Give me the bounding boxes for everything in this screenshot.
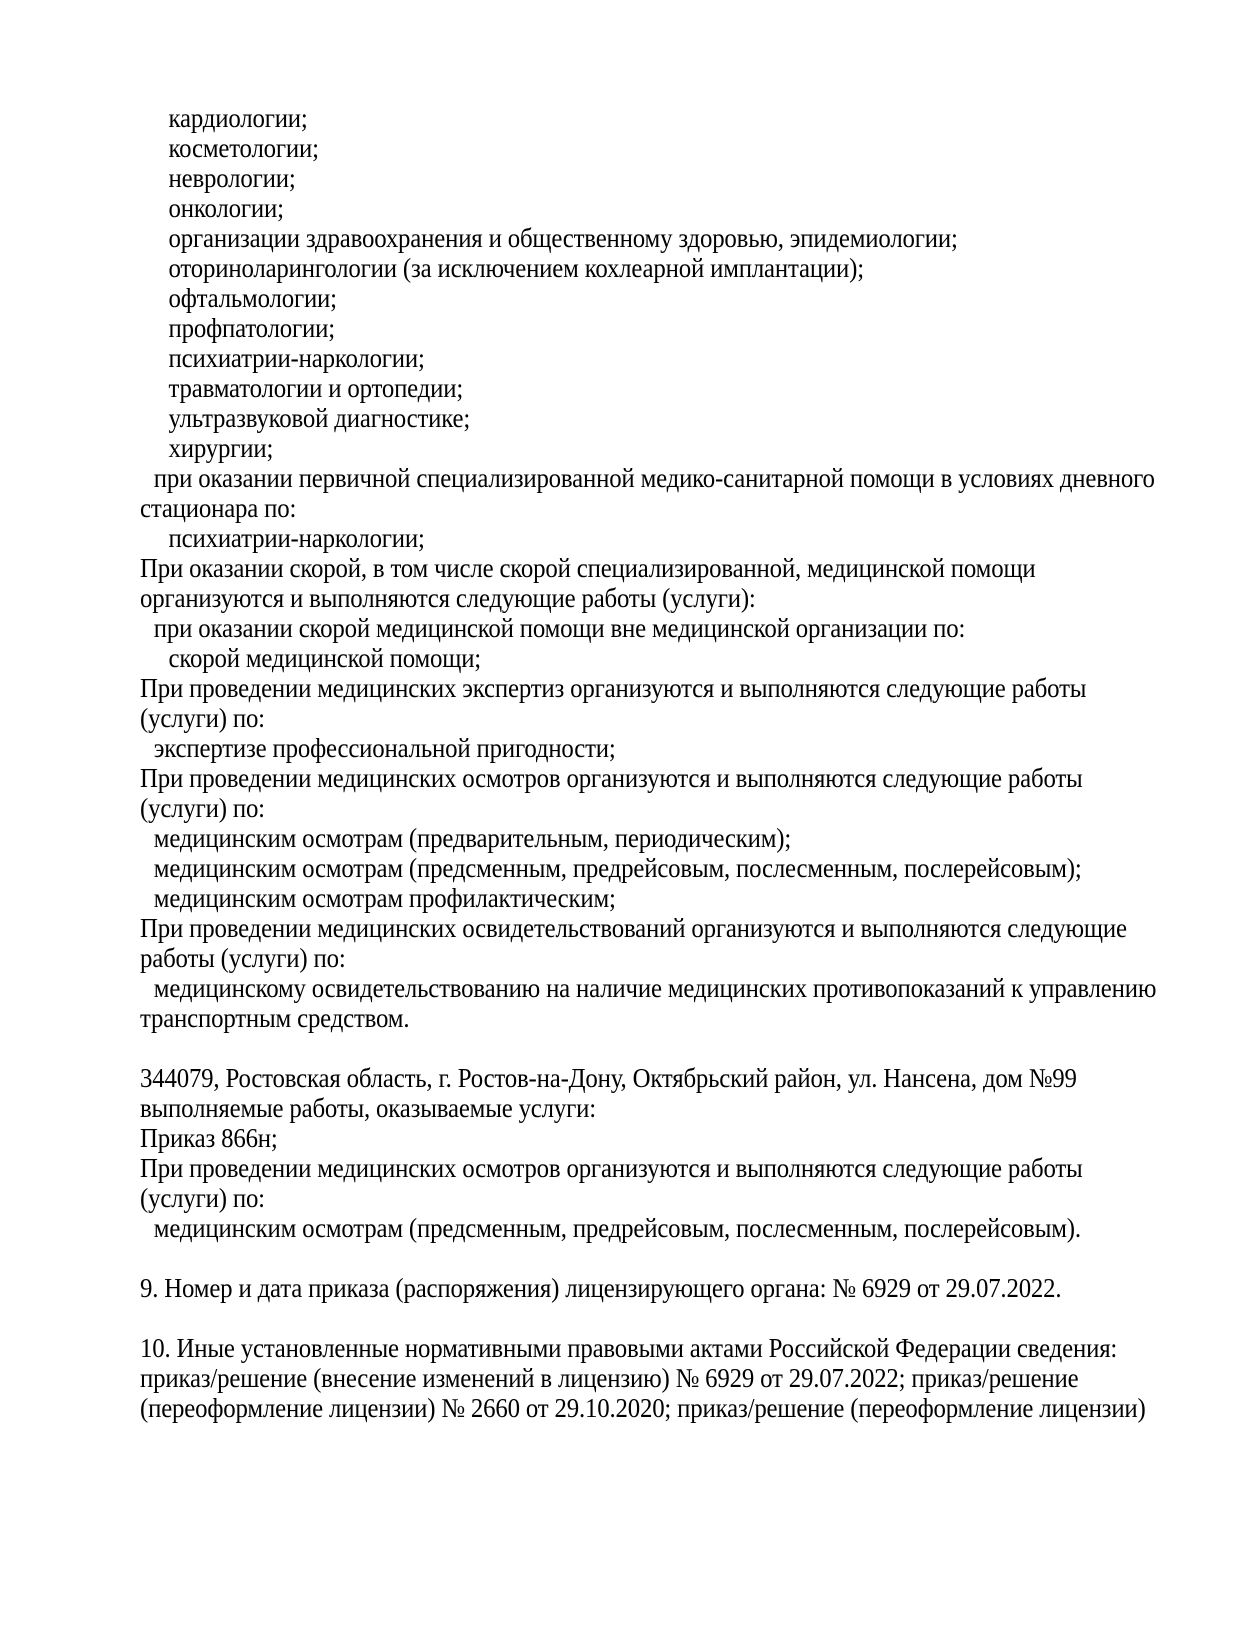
text-line: медицинским осмотрам (предсменным, предрейсовым, послесменным, послерейсовым). — [153, 1213, 1081, 1243]
text-line: приказ/решение (внесение изменений в лицензию) № 6929 от 29.07.2022; приказ/решение — [140, 1363, 1079, 1393]
text-line: (услуги) по: — [140, 703, 265, 733]
text-line: медицинскому освидетельствованию на наличие медицинских противопоказаний к управлению — [153, 973, 1157, 1003]
text-line: медицинским осмотрам (предсменным, предрейсовым, послесменным, послерейсовым); — [153, 853, 1082, 883]
text-line: (переоформление лицензии) № 2660 от 29.10.2020; приказ/решение (переоформление лицензии) — [140, 1393, 1146, 1423]
text-line: психиатрии-наркологии; — [168, 343, 425, 373]
text-line: При проведении медицинских осмотров организуются и выполняются следующие работы — [140, 763, 1083, 793]
text-line: медицинским осмотрам (предварительным, периодическим); — [153, 823, 792, 853]
text-line: При оказании скорой, в том числе скорой специализированной, медицинской помощи — [140, 553, 1036, 583]
text-line: выполняемые работы, оказываемые услуги: — [140, 1093, 596, 1123]
text-line: кардиологии; — [168, 103, 308, 133]
text-line: При проведении медицинских экспертиз организуются и выполняются следующие работы — [140, 673, 1087, 703]
text-line: медицинским осмотрам профилактическим; — [153, 883, 616, 913]
text-line: Приказ 866н; — [140, 1123, 278, 1153]
text-line: травматологии и ортопедии; — [168, 373, 464, 403]
text-line: 10. Иные установленные нормативными правовыми актами Российской Федерации сведения: — [140, 1333, 1118, 1363]
text-line: профпатологии; — [168, 313, 335, 343]
text-line: (услуги) по: — [140, 1183, 265, 1213]
text-line: работы (услуги) по: — [140, 943, 346, 973]
text-line: При проведении медицинских осмотров организуются и выполняются следующие работы — [140, 1153, 1083, 1183]
text-line: (услуги) по: — [140, 793, 265, 823]
text-line: организации здравоохранения и общественному здоровью, эпидемиологии; — [168, 223, 958, 253]
text-line: хирургии; — [168, 433, 274, 463]
text-line: косметологии; — [168, 133, 319, 163]
text-line: неврологии; — [168, 163, 296, 193]
text-line: онкологии; — [168, 193, 284, 223]
text-line: скорой медицинской помощи; — [168, 643, 482, 673]
text-line: транспортным средством. — [140, 1003, 410, 1033]
text-line: 344079, Ростовская область, г. Ростов-на-Дону, Октябрьский район, ул. Нансена, дом №99 — [140, 1063, 1077, 1093]
text-line — [140, 1033, 1134, 1063]
text-line: оториноларингологии (за исключением кохлеарной имплантации); — [168, 253, 864, 283]
text-line: при оказании первичной специализированной медико-санитарной помощи в условиях дневного — [153, 463, 1155, 493]
text-line: экспертизе профессиональной пригодности; — [153, 733, 616, 763]
text-line — [140, 1243, 1134, 1273]
document-lines — [140, 103, 1220, 1423]
text-line: ультразвуковой диагностике; — [168, 403, 471, 433]
text-line: При проведении медицинских освидетельствований организуются и выполняются следующие — [140, 913, 1127, 943]
text-line: при оказании скорой медицинской помощи вне медицинской организации по: — [153, 613, 966, 643]
text-line: стационара по: — [140, 493, 297, 523]
text-line: психиатрии-наркологии; — [168, 523, 425, 553]
text-line — [140, 1303, 1134, 1333]
text-line: офтальмологии; — [168, 283, 337, 313]
text-line: организуются и выполняются следующие работы (услуги): — [140, 583, 756, 613]
text-line: 9. Номер и дата приказа (распоряжения) лицензирующего органа: № 6929 от 29.07.2022. — [140, 1273, 1062, 1303]
